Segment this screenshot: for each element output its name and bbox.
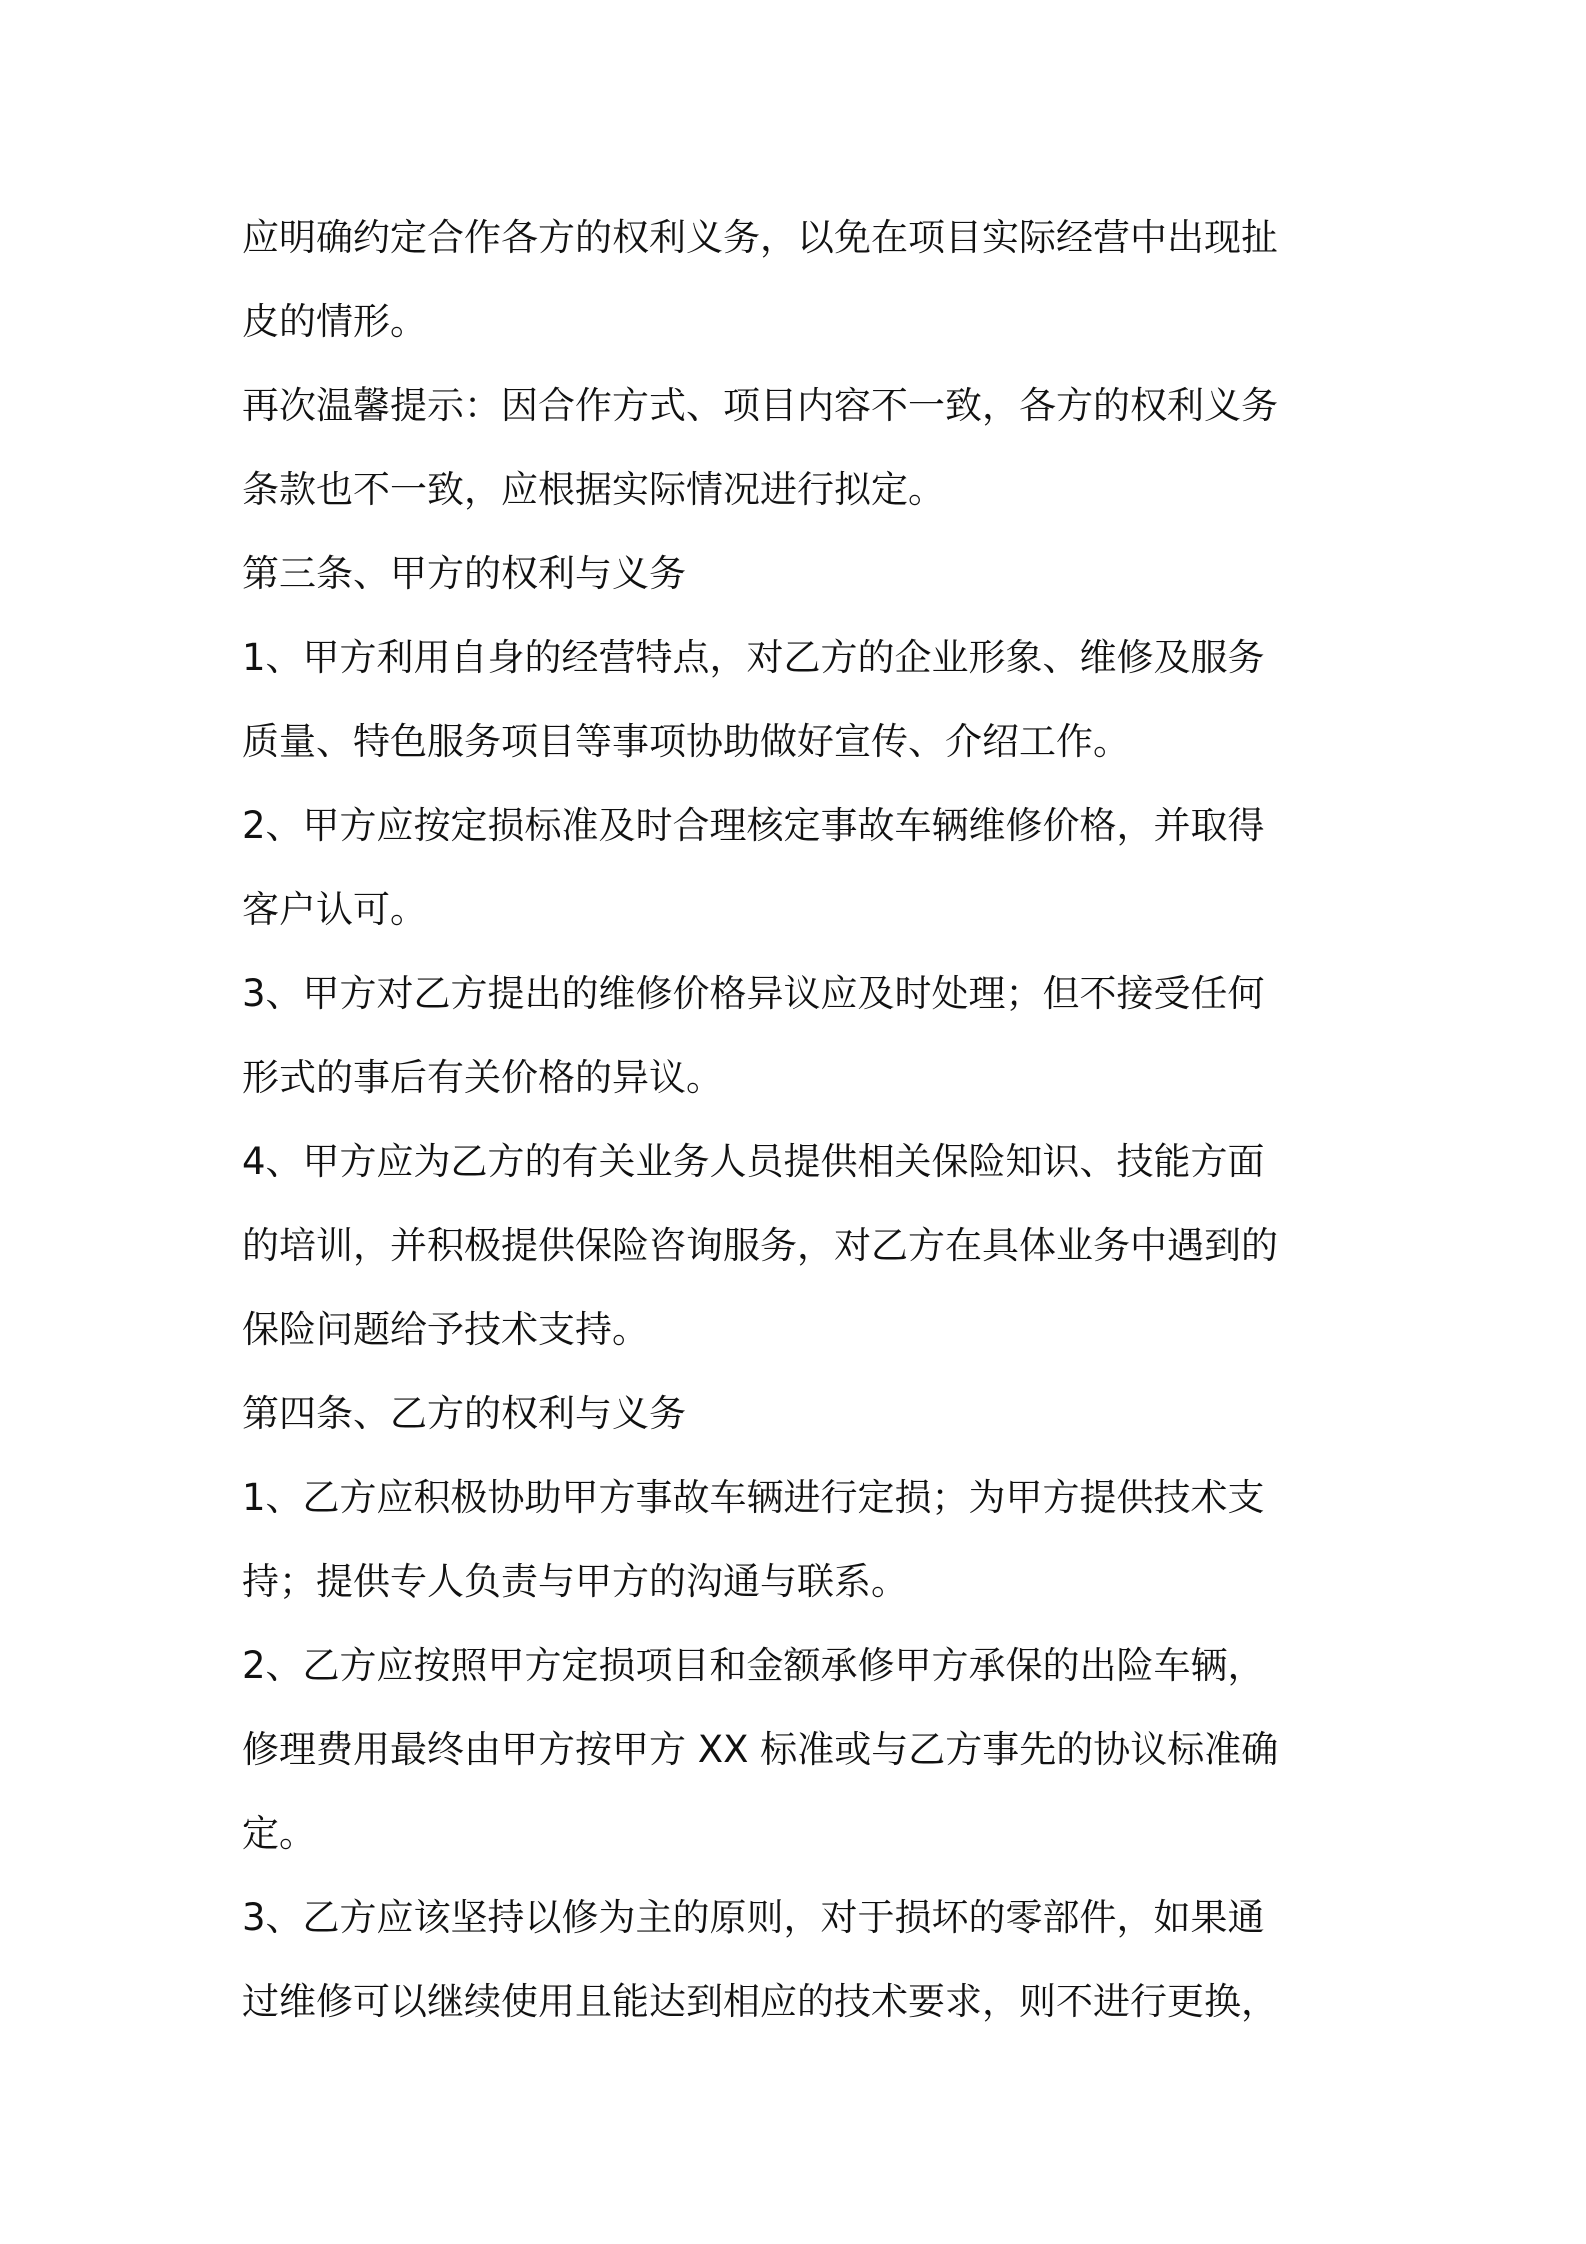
text-line: 1、乙方应积极协助甲方事故车辆进行定损；为甲方提供技术支	[242, 1476, 1265, 1519]
text-line: 保险问题给予技术支持。	[242, 1308, 649, 1351]
clause-3-4	[242, 1120, 1354, 1372]
text-line: 定。	[242, 1812, 316, 1855]
paragraph-intro	[242, 196, 1354, 364]
text-line: 修理费用最终由甲方按甲方 XX 标准或与乙方事先的协议标准确	[242, 1728, 1279, 1771]
paragraph-reminder	[242, 364, 1354, 532]
clause-3-3	[242, 952, 1354, 1120]
article-heading-3	[242, 532, 1354, 616]
text-line: 3、乙方应该坚持以修为主的原则，对于损坏的零部件，如果通	[242, 1896, 1265, 1939]
text-line: 的培训，并积极提供保险咨询服务，对乙方在具体业务中遇到的	[242, 1224, 1278, 1267]
text-line: 过维修可以继续使用且能达到相应的技术要求，则不进行更换，	[242, 1980, 1278, 2023]
clause-3-1	[242, 616, 1354, 784]
clause-4-2	[242, 1624, 1354, 1876]
clause-4-3	[242, 1876, 1354, 2044]
text-line: 4、甲方应为乙方的有关业务人员提供相关保险知识、技能方面	[242, 1140, 1265, 1183]
text-line: 再次温馨提示：因合作方式、项目内容不一致，各方的权利义务	[242, 384, 1278, 427]
document-body	[242, 196, 1354, 2044]
text-line: 2、乙方应按照甲方定损项目和金额承修甲方承保的出险车辆，	[242, 1644, 1265, 1687]
text-line: 质量、特色服务项目等事项协助做好宣传、介绍工作。	[242, 720, 1130, 763]
text-line: 1、甲方利用自身的经营特点，对乙方的企业形象、维修及服务	[242, 636, 1265, 679]
text-line: 皮的情形。	[242, 300, 427, 343]
text-line: 第三条、甲方的权利与义务	[242, 552, 686, 595]
article-heading-4	[242, 1372, 1354, 1456]
text-line: 客户认可。	[242, 888, 427, 931]
text-line: 2、甲方应按定损标准及时合理核定事故车辆维修价格，并取得	[242, 804, 1265, 847]
text-line: 形式的事后有关价格的异议。	[242, 1056, 723, 1099]
text-line: 条款也不一致，应根据实际情况进行拟定。	[242, 468, 945, 511]
clause-4-1	[242, 1456, 1354, 1624]
text-line: 3、甲方对乙方提出的维修价格异议应及时处理；但不接受任何	[242, 972, 1265, 1015]
text-line: 第四条、乙方的权利与义务	[242, 1392, 686, 1435]
clause-3-2	[242, 784, 1354, 952]
text-line: 持；提供专人负责与甲方的沟通与联系。	[242, 1560, 908, 1603]
text-line: 应明确约定合作各方的权利义务，以免在项目实际经营中出现扯	[242, 216, 1278, 259]
